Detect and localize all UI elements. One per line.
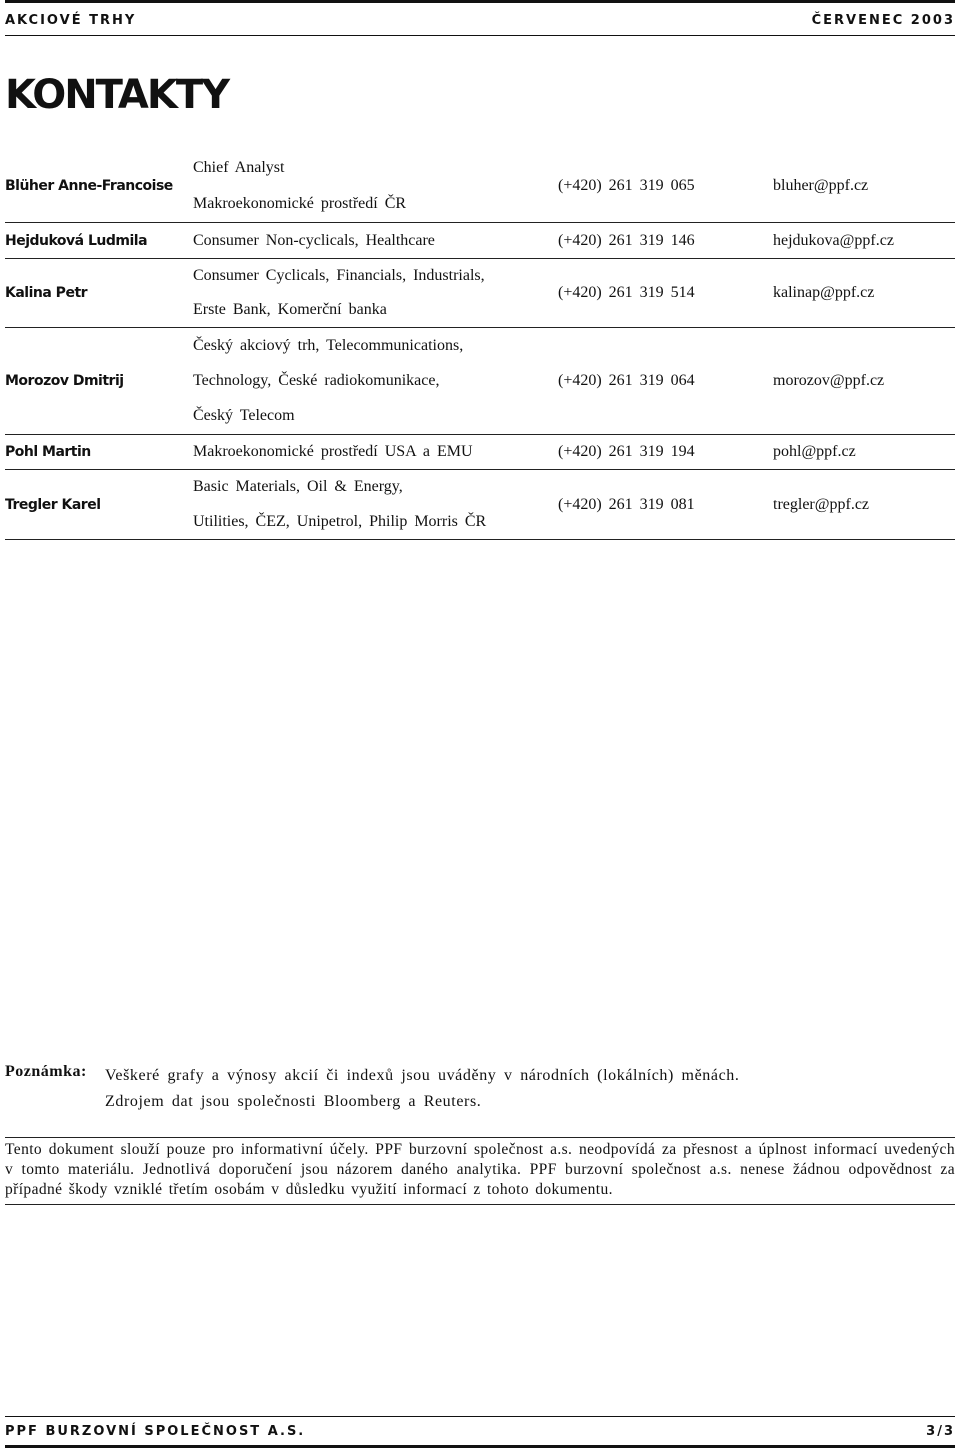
- page-title: KONTAKTY: [5, 72, 229, 118]
- contact-phone: (+420) 261 319 146: [558, 231, 695, 249]
- contact-phone: (+420) 261 319 514: [558, 284, 695, 301]
- contact-email[interactable]: morozov@ppf.cz: [773, 372, 885, 389]
- contact-sector: Český akciový trh, Telecommunications, Technology, České radiokomunikace, Český Telecom: [193, 336, 464, 425]
- contact-sector: Chief Analyst Makroekonomické prostředí ČR: [193, 159, 407, 212]
- page-number: 3/3: [926, 1423, 955, 1439]
- contact-phone: (+420) 261 319 194: [558, 443, 695, 460]
- contacts-table: [5, 150, 955, 540]
- contact-row: [5, 470, 955, 540]
- contact-email[interactable]: bluher@ppf.cz: [773, 177, 869, 194]
- contact-row: [5, 328, 955, 435]
- contact-row: [5, 150, 955, 223]
- contact-email[interactable]: kalinap@ppf.cz: [773, 284, 875, 301]
- issue-date: ČERVENEC 2003: [811, 12, 955, 28]
- note-text: Veškeré grafy a výnosy akcií či indexů jsou uváděny v národních (lokálních) měnách. Zdrojem dat jsou společnosti Bloomberg a Reuters.: [105, 1067, 740, 1110]
- page-header: [5, 0, 955, 36]
- contact-email[interactable]: hejdukova@ppf.cz: [773, 231, 894, 249]
- contact-email[interactable]: tregler@ppf.cz: [773, 495, 870, 513]
- contact-row: [5, 435, 955, 470]
- contact-email[interactable]: pohl@ppf.cz: [773, 443, 856, 460]
- contact-sector: Consumer Cyclicals, Financials, Industrials, Erste Bank, Komerční banka: [193, 267, 485, 318]
- contact-name: Pohl Martin: [5, 444, 91, 460]
- company-name: PPF BURZOVNÍ SPOLEČNOST A.S.: [5, 1423, 306, 1439]
- note-label: Poznámka:: [5, 1063, 87, 1080]
- contact-name: Morozov Dmitrij: [5, 373, 124, 389]
- contact-name: Kalina Petr: [5, 285, 88, 301]
- contact-name: Tregler Karel: [5, 496, 101, 513]
- contact-sector: Makroekonomické prostředí USA a EMU: [193, 443, 473, 460]
- contact-name: Hejduková Ludmila: [5, 232, 148, 249]
- section-name: AKCIOVÉ TRHY: [5, 12, 137, 28]
- contact-phone: (+420) 261 319 064: [558, 372, 695, 389]
- contact-name: Blüher Anne-Francoise: [5, 178, 173, 194]
- page-footer: [5, 1416, 955, 1448]
- disclaimer: Tento dokument slouží pouze pro informativní účely. PPF burzovní společnost a.s. neodpovídá za přesnost a úplnost informací uvedených v tomto materiálu. Jednotlivá doporučení jsou názorem daného analytika. PPF burzovní společnost a.s. nenese žádnou odpovědnost za případné škody vzniklé třetím osobám v důsledku využití informací z tohoto dokumentu.: [5, 1137, 955, 1205]
- contact-sector: Basic Materials, Oil & Energy, Utilities, ČEZ, Unipetrol, Philip Morris ČR: [193, 478, 487, 530]
- contact-row: [5, 259, 955, 328]
- contact-sector: Consumer Non-cyclicals, Healthcare: [193, 231, 435, 249]
- contact-phone: (+420) 261 319 081: [558, 495, 695, 513]
- contact-phone: (+420) 261 319 065: [558, 177, 695, 194]
- contact-row: [5, 223, 955, 259]
